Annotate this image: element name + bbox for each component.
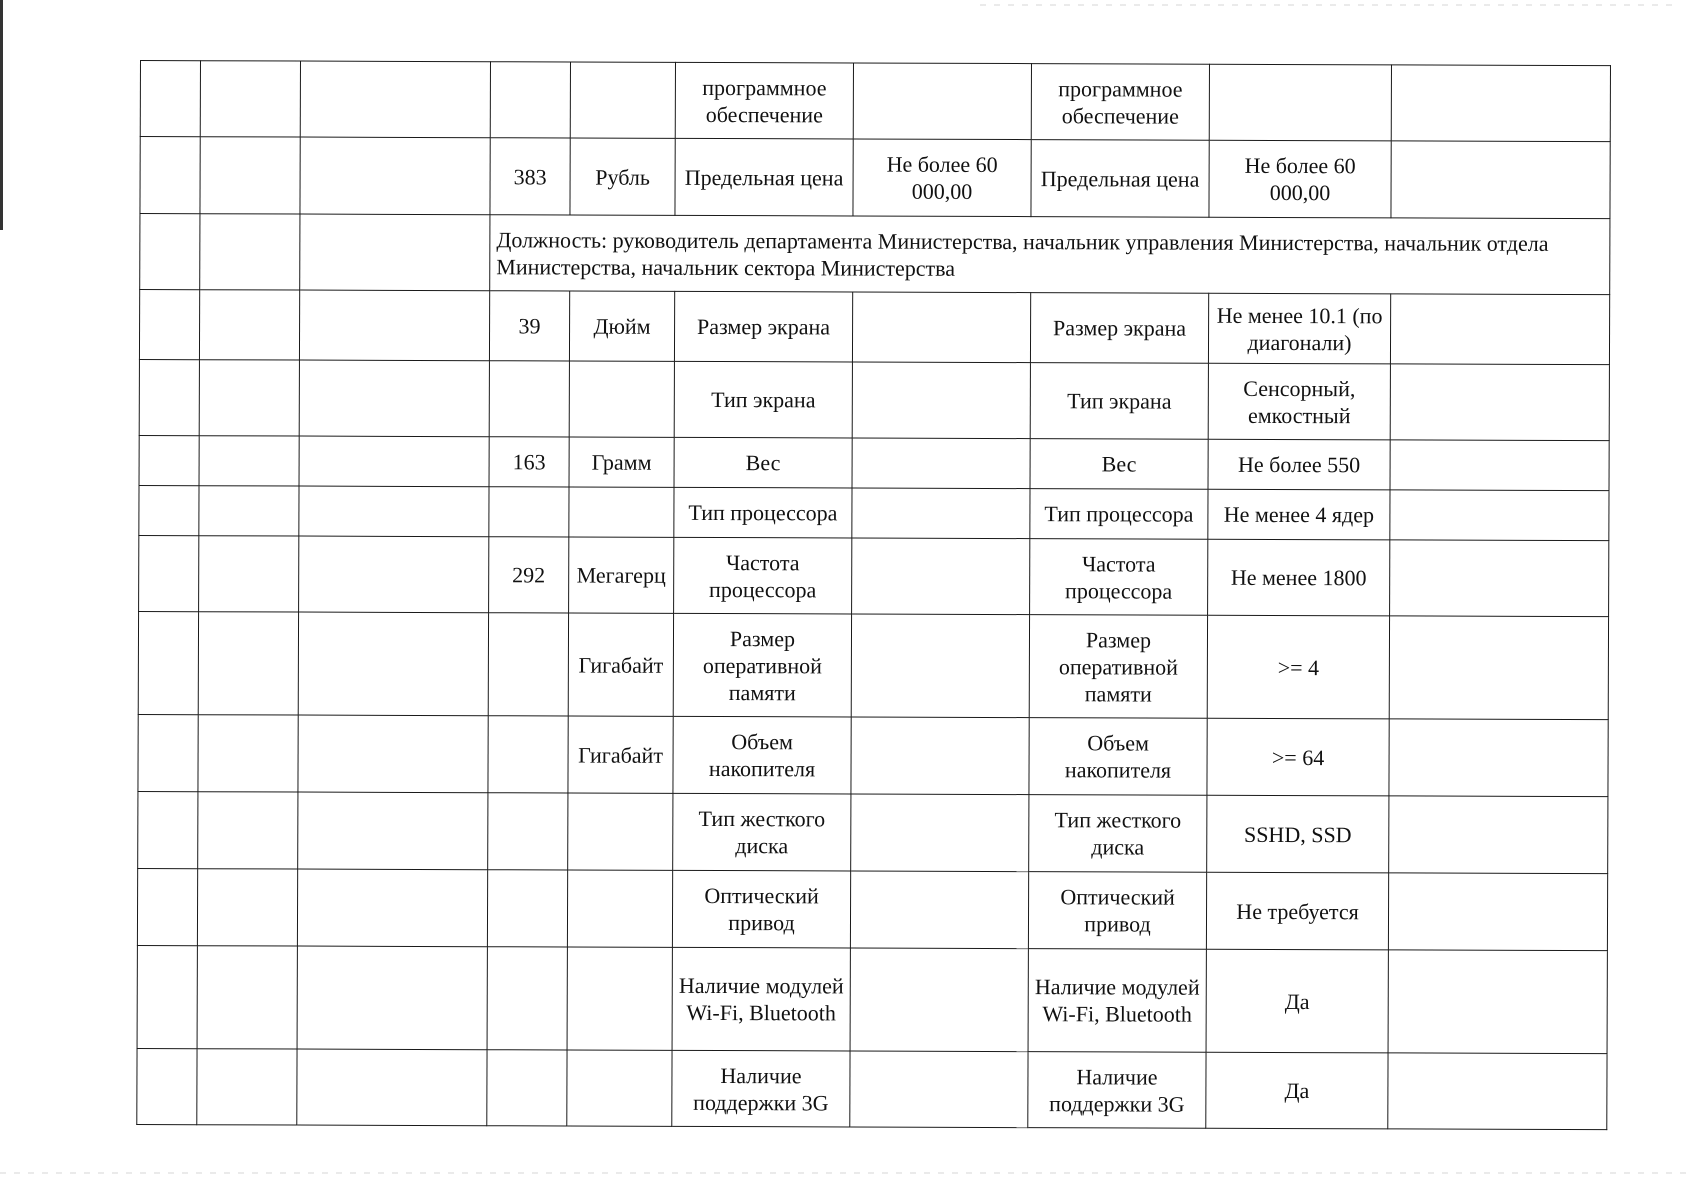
cell-empty [1388, 950, 1607, 1054]
cell-unit: Гигабайт [568, 716, 673, 793]
scan-noise-top [980, 4, 1680, 6]
cell-code: 292 [489, 537, 569, 613]
cell-value: Да [1206, 949, 1388, 1053]
cell-code [488, 716, 568, 793]
cell-value [850, 948, 1028, 1052]
cell-empty [139, 435, 199, 485]
cell-empty [1388, 1053, 1607, 1130]
cell-empty [138, 791, 198, 868]
cell-characteristic: Предельная цена [1031, 140, 1209, 218]
spec-table [136, 60, 1611, 1130]
cell-code [490, 62, 570, 138]
cell-unit [569, 361, 674, 437]
cell-empty [197, 869, 297, 946]
cell-empty [197, 946, 297, 1049]
cell-empty [298, 792, 488, 870]
cell-value: Не менее 10.1 (по диагонали) [1208, 293, 1390, 364]
cell-value [852, 362, 1030, 439]
cell-empty [1389, 616, 1608, 720]
cell-value: Не менее 4 ядер [1208, 489, 1390, 540]
cell-unit: Грамм [569, 437, 674, 487]
cell-empty [1391, 141, 1610, 219]
cell-characteristic: Тип экрана [1030, 363, 1208, 440]
cell-code [489, 361, 569, 437]
cell-characteristic: Объем накопителя [673, 716, 851, 794]
cell-unit [567, 870, 672, 947]
cell-empty [140, 137, 200, 214]
table-row [139, 535, 1609, 616]
table-row [138, 714, 1608, 796]
cell-value: Да [1206, 1052, 1388, 1129]
cell-unit [568, 793, 673, 870]
cell-empty [199, 360, 299, 436]
cell-empty [1389, 796, 1608, 874]
cell-value: Не более 550 [1208, 439, 1390, 490]
table-row [137, 945, 1607, 1053]
cell-empty [140, 214, 200, 290]
cell-empty [1389, 719, 1608, 797]
cell-characteristic: Тип жесткого диска [1029, 795, 1207, 873]
cell-unit: Рубль [570, 138, 675, 215]
table-row [137, 868, 1607, 950]
table-row [140, 137, 1610, 219]
table-row-position [140, 214, 1610, 295]
cell-empty [199, 436, 299, 486]
cell-unit [569, 487, 674, 537]
cell-unit [567, 947, 672, 1050]
cell-empty [300, 214, 490, 291]
cell-value [851, 614, 1029, 718]
cell-empty [200, 137, 300, 214]
cell-empty [138, 714, 198, 791]
table-row [137, 1048, 1607, 1129]
cell-empty [139, 359, 199, 435]
cell-empty [1391, 65, 1610, 142]
cell-value: SSHD, SSD [1207, 795, 1389, 873]
cell-characteristic: Оптический привод [672, 870, 850, 948]
cell-value: Не менее 1800 [1208, 539, 1390, 616]
cell-code: 383 [490, 138, 570, 215]
cell-empty [300, 61, 490, 138]
cell-empty [137, 868, 197, 945]
cell-value [852, 488, 1030, 539]
cell-value [850, 871, 1028, 949]
cell-characteristic: Предельная цена [675, 138, 853, 216]
cell-empty [199, 536, 299, 612]
cell-empty [137, 1048, 197, 1124]
cell-characteristic: Наличие поддержки 3G [1028, 1052, 1206, 1129]
cell-empty [300, 137, 490, 215]
cell-code: 39 [489, 291, 569, 361]
cell-characteristic: Вес [674, 437, 852, 488]
cell-empty [299, 486, 489, 537]
table-row [139, 359, 1609, 440]
spec-table-wrap [136, 60, 1610, 1130]
table-row [140, 61, 1610, 142]
cell-characteristic: программное обеспечение [675, 62, 853, 139]
cell-characteristic: Размер экрана [1030, 293, 1208, 364]
cell-characteristic: Тип процессора [674, 487, 852, 538]
cell-characteristic: Объем накопителя [1029, 718, 1207, 796]
cell-value: Не более 60 000,00 [853, 139, 1031, 217]
cell-characteristic: Оптический привод [1028, 872, 1206, 950]
cell-empty [298, 715, 488, 793]
cell-empty [299, 290, 489, 361]
cell-value: Не требуется [1206, 872, 1388, 950]
cell-code: 163 [489, 437, 569, 487]
cell-value [851, 794, 1029, 872]
cell-value: >= 64 [1207, 718, 1389, 796]
cell-characteristic: Частота процессора [674, 537, 852, 614]
cell-empty [198, 792, 298, 869]
cell-characteristic: Наличие поддержки 3G [672, 1050, 850, 1127]
table-row [138, 611, 1608, 719]
cell-value: Сенсорный, емкостный [1208, 363, 1390, 440]
table-row [139, 290, 1609, 365]
cell-characteristic: Размер оперативной памяти [673, 613, 851, 717]
cell-empty [139, 485, 199, 535]
cell-value [850, 1051, 1028, 1128]
table-row [139, 435, 1609, 490]
cell-value [852, 538, 1030, 615]
cell-empty [297, 946, 487, 1050]
cell-empty [299, 360, 489, 437]
cell-characteristic: программное обеспечение [1031, 64, 1209, 141]
cell-characteristic: Наличие модулей Wi-Fi, Bluetooth [1028, 949, 1206, 1053]
cell-empty [139, 290, 199, 360]
cell-value [851, 717, 1029, 795]
cell-unit: Гигабайт [568, 613, 673, 716]
cell-characteristic: Тип жесткого диска [673, 793, 851, 871]
cell-unit [570, 62, 675, 138]
cell-position: Должность: руководитель департамента Министерства, начальник управления Министерства, начальник отдела Министерства, начальник сектора Министерства [490, 215, 1610, 295]
cell-value [1209, 64, 1391, 141]
cell-empty [199, 290, 299, 360]
cell-unit: Дюйм [569, 291, 674, 361]
cell-value: Не более 60 000,00 [1209, 140, 1391, 218]
spec-table-body [137, 61, 1611, 1130]
cell-empty [1390, 364, 1609, 441]
cell-empty [299, 436, 489, 487]
cell-value [852, 292, 1030, 363]
table-row [139, 485, 1609, 540]
cell-characteristic: Размер оперативной памяти [1029, 615, 1207, 719]
cell-empty [139, 535, 199, 611]
cell-empty [140, 61, 200, 137]
cell-empty [297, 869, 487, 947]
cell-unit: Мегагерц [569, 537, 674, 613]
cell-characteristic: Тип экрана [674, 361, 852, 438]
cell-code [489, 487, 569, 537]
scan-noise-bottom [0, 1172, 1686, 1174]
cell-code [487, 870, 567, 947]
cell-empty [198, 612, 298, 715]
scan-left-edge [0, 0, 3, 230]
cell-empty [297, 1049, 487, 1126]
cell-empty [198, 715, 298, 792]
cell-empty [1390, 440, 1609, 491]
cell-value: >= 4 [1207, 615, 1389, 719]
cell-code [488, 793, 568, 870]
cell-characteristic: Размер экрана [674, 291, 852, 362]
cell-empty [299, 536, 489, 613]
cell-value [852, 438, 1030, 489]
cell-empty [199, 486, 299, 536]
cell-empty [1390, 540, 1609, 617]
cell-value [853, 63, 1031, 140]
cell-empty [1388, 873, 1607, 951]
cell-empty [137, 945, 197, 1048]
cell-empty [298, 612, 488, 716]
cell-empty [138, 611, 198, 714]
cell-empty [1390, 490, 1609, 541]
cell-unit [567, 1050, 672, 1126]
cell-code [487, 1050, 567, 1126]
cell-empty [1390, 294, 1609, 365]
cell-empty [200, 214, 300, 290]
cell-empty [200, 61, 300, 137]
cell-characteristic: Вес [1030, 439, 1208, 490]
cell-code [488, 613, 568, 716]
cell-characteristic: Наличие модулей Wi-Fi, Bluetooth [672, 947, 850, 1051]
cell-characteristic: Тип процессора [1030, 489, 1208, 540]
cell-characteristic: Частота процессора [1030, 539, 1208, 616]
table-row [138, 791, 1608, 873]
cell-code [487, 947, 567, 1050]
cell-empty [197, 1049, 297, 1125]
